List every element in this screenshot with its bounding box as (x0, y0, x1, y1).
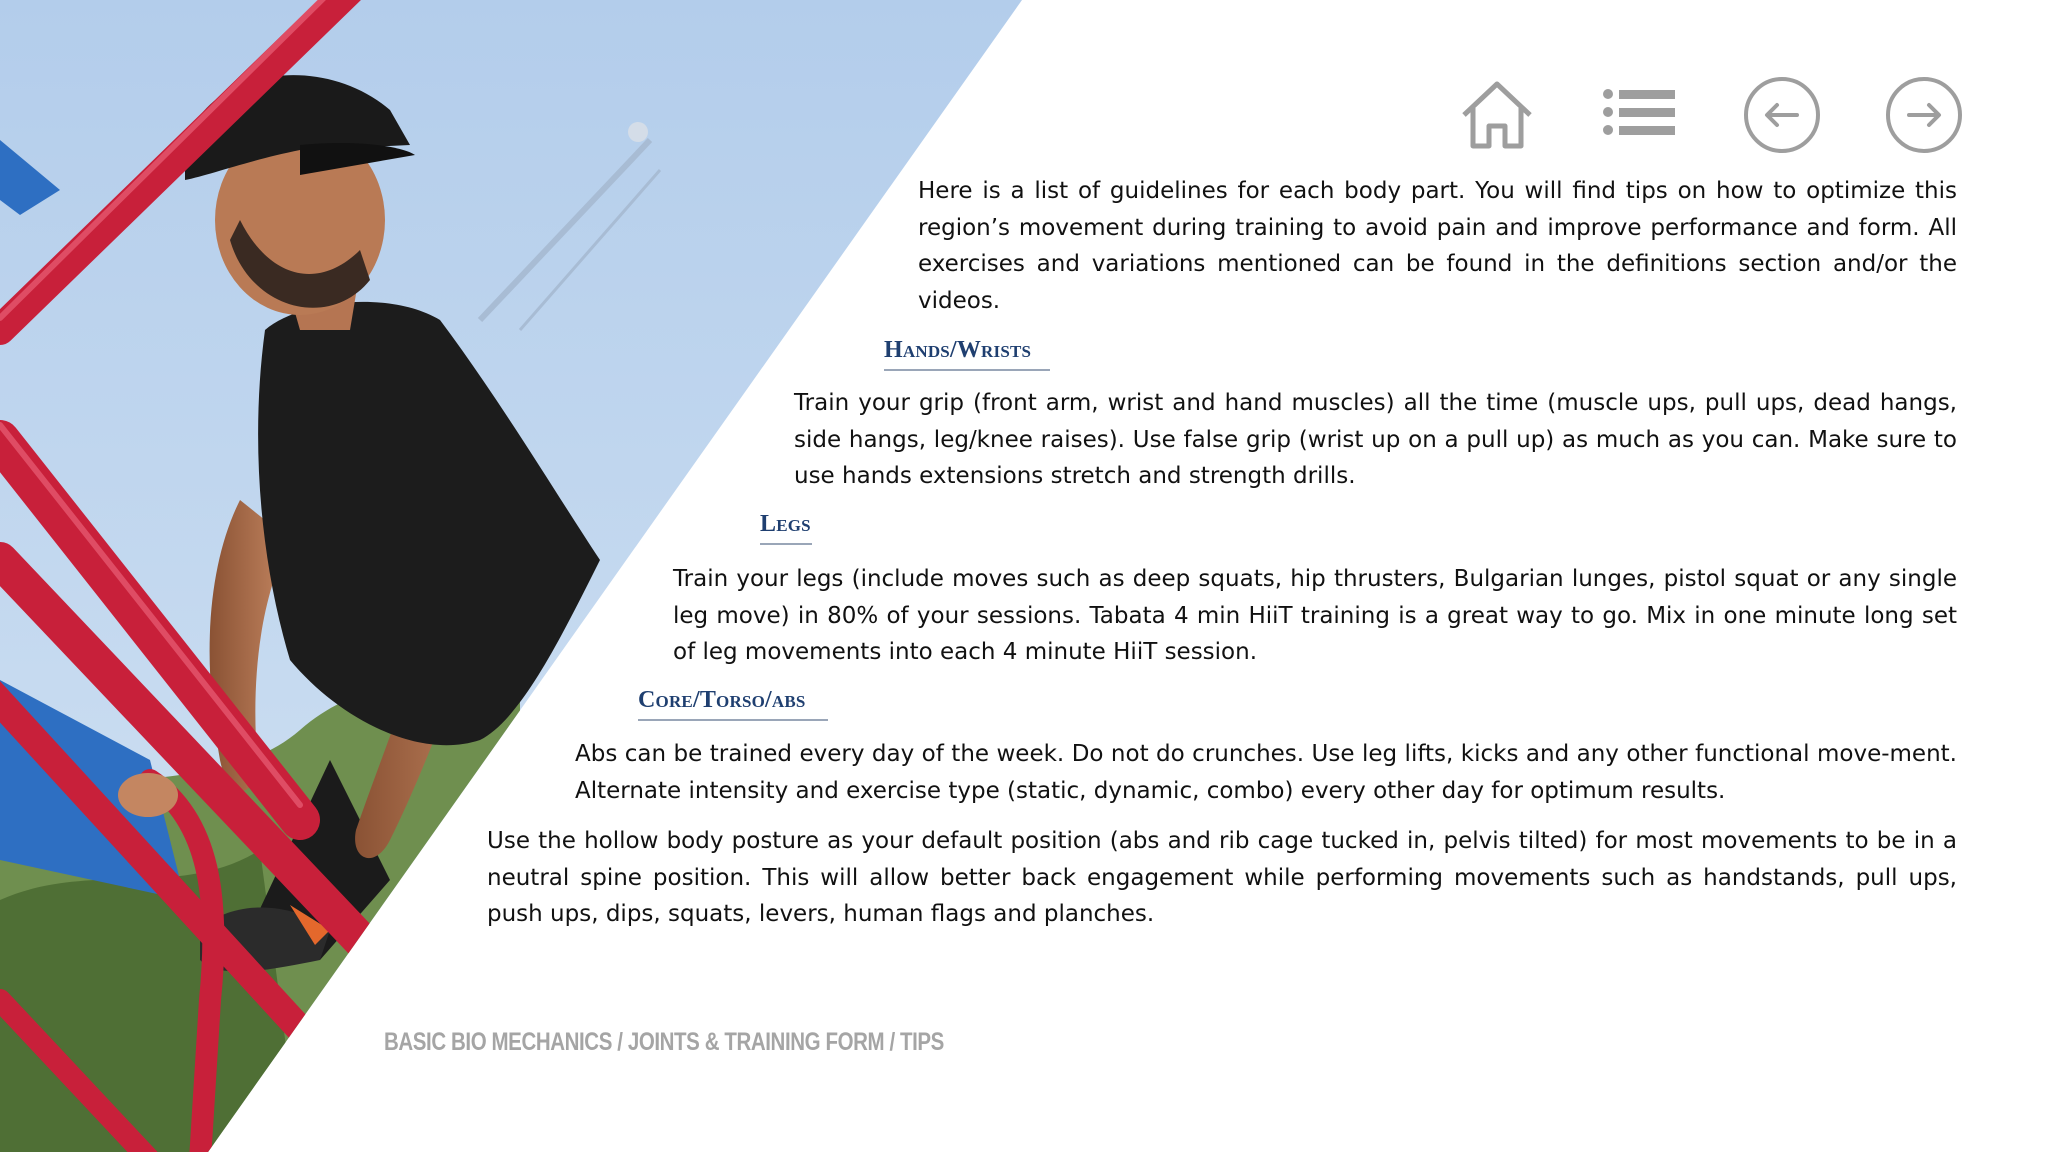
heading-underline (760, 543, 812, 545)
legs-paragraph: Train your legs (include moves such as deep squats, hip thrusters, Bulgarian lunges, pistol squat or any single leg move) in 80% of your sessions. Tabata 4 min HiiT training is a great way to go. Mix in one minute long set of leg movements into each 4 minute HiiT session. (673, 566, 1957, 665)
list-icon (1600, 74, 1682, 156)
home-button[interactable] (1456, 74, 1538, 156)
core-paragraph-2: Use the hollow body posture as your default position (abs and rib cage tucked in, pelvis tilted) for most movements to be in a neutral spine position. This will allow better back engagement while performing movements such as handstands, pull ups, push ups, dips, squats, levers, human flags and planches. (487, 828, 1957, 927)
heading-core-torso-abs: Core/Torso/abs (638, 687, 806, 713)
heading-legs: Legs (760, 511, 811, 537)
menu-button[interactable] (1600, 74, 1682, 156)
intro-paragraph: Here is a list of guidelines for each body part. You will find tips on how to optimize this region’s movement during training to avoid pain and improve performance and form. All exercises and variations mentioned can be found in the definitions section and/or the videos. (918, 178, 1957, 314)
arrow-left-icon (1741, 74, 1823, 156)
athlete-hand (118, 773, 178, 817)
heading-underline (638, 719, 828, 721)
heading-hands-wrists: Hands/Wrists (884, 337, 1032, 363)
home-icon (1456, 74, 1538, 156)
next-button[interactable] (1883, 74, 1965, 156)
back-button[interactable] (1741, 74, 1823, 156)
core-paragraph-1: Abs can be trained every day of the week. Do not do crunches. Use leg lifts, kicks and any other functional move-ment. Alternate intensity and exercise type (static, dynamic, combo) every other day for optimum results. (575, 741, 1957, 804)
footer-breadcrumb: BASIC BIO MECHANICS / JOINTS & TRAINING FORM / TIPS (384, 1028, 944, 1056)
heading-underline (884, 369, 1050, 371)
arrow-right-icon (1883, 74, 1965, 156)
hands-wrists-paragraph: Train your grip (front arm, wrist and hand muscles) all the time (muscle ups, pull ups, dead hangs, side hangs, leg/knee raises). Use false grip (wrist up on a pull up) as much as you can. Make sure to use hands extensions stretch and strength drills. (794, 390, 1957, 489)
